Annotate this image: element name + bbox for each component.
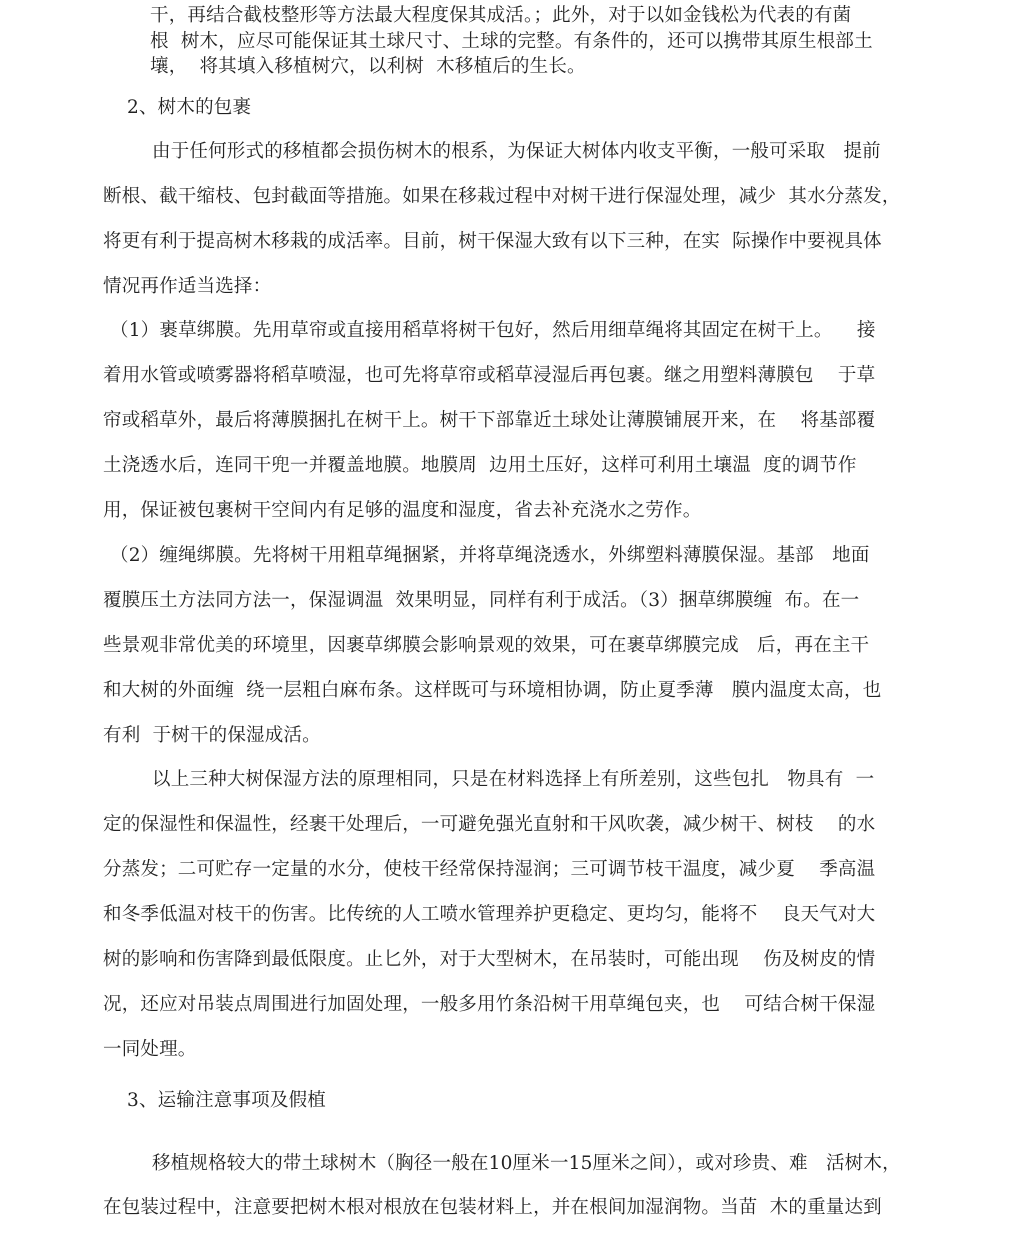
- text-line: 定的保湿性和保温性，经裹干处理后，一可避免强光直射和干风吹袭，减少树干、树枝 的水: [103, 814, 876, 835]
- text-line: 分蒸发；二可贮存一定量的水分，使枝干经常保持湿润；三可调节枝干温度，减少夏 季高温: [103, 859, 876, 880]
- text-line: 移植规格较大的带土球树木（胸径一般在10厘米一15厘米之间），或对珍贵、难 活树木，: [152, 1153, 901, 1174]
- text-line: （2）缠绳绑膜。先将树干用粗草绳捆紧，并将草绳浇透水，外绑塑料薄膜保湿。基部 地面: [110, 545, 870, 566]
- text-line: 些景观非常优美的环境里，因裹草绑膜会影响景观的效果，可在裹草绑膜完成 后，再在主干: [103, 635, 870, 656]
- text-line: 着用水管或喷雾器将稻草喷湿，也可先将草帘或稻草浸湿后再包裹。继之用塑料薄膜包 于草: [103, 365, 876, 386]
- text-line: 在包装过程中，注意要把树木根对根放在包装材料上，并在根间加湿润物。当苗 木的重量达到: [103, 1197, 882, 1218]
- section-heading: 2、树木的包裹: [127, 97, 252, 118]
- text-line: 土浇透水后，连同干兜一并覆盖地膜。地膜周 边用土压好，这样可利用土壤温 度的调节作: [103, 455, 857, 476]
- text-line: 断根、截干缩枝、包封截面等措施。如果在移栽过程中对树干进行保湿处理，减少 其水分蒸发，: [103, 186, 901, 207]
- text-line: 和大树的外面缠 绕一层粗白麻布条。这样既可与环境相协调，防止夏季薄 膜内温度太高，也: [103, 680, 882, 701]
- text-line: 壤， 将其填入移植树穴，以利树 木移植后的生长。: [150, 56, 586, 77]
- text-line: 将更有利于提高树木移栽的成活率。目前，树干保湿大致有以下三种，在实 际操作中要视具体: [103, 231, 882, 252]
- text-line: 覆膜压土方法同方法一，保湿调温 效果明显，同样有利于成活。（3）捆草绑膜缠 布。在一: [103, 590, 860, 611]
- text-line: （1）裹草绑膜。先用草帘或直接用稻草将树干包好，然后用细草绳将其固定在树干上。 接: [110, 320, 876, 341]
- text-line: 和冬季低温对枝干的伤害。比传统的人工喷水管理养护更稳定、更均匀，能将不 良天气对大: [103, 904, 876, 925]
- section-heading: 3、运输注意事项及假植: [127, 1090, 326, 1111]
- text-line: 干，再结合截枝整形等方法最大程度保其成活。；此外，对于以如金钱松为代表的有菌: [150, 5, 852, 26]
- text-line: 一同处理。: [103, 1039, 197, 1060]
- text-line: 帘或稻草外，最后将薄膜捆扎在树干上。树干下部靠近土球处让薄膜铺展开来，在 将基部覆: [103, 410, 876, 431]
- text-line: 有利 于树干的保湿成活。: [103, 725, 321, 746]
- text-line: 由于任何形式的移植都会损伤树木的根系，为保证大树体内收支平衡，一般可采取 提前: [152, 141, 881, 162]
- text-line: 树的影响和伤害降到最低限度。止匕外，对于大型树木，在吊装时，可能出现 伤及树皮的情: [103, 949, 876, 970]
- text-line: 况，还应对吊装点周围进行加固处理，一般多用竹条沿树干用草绳包夹，也 可结合树干保湿: [103, 994, 876, 1015]
- text-line: 以上三种大树保湿方法的原理相同，只是在材料选择上有所差别，这些包扎 物具有 一: [152, 769, 875, 790]
- text-line: 情况再作适当选择：: [103, 276, 272, 297]
- text-line: 用，保证被包裹树干空间内有足够的温度和湿度，省去补充浇水之劳作。: [103, 500, 702, 521]
- text-line: 根 树木，应尽可能保证其土球尺寸、土球的完整。有条件的，还可以携带其原生根部土: [150, 31, 873, 52]
